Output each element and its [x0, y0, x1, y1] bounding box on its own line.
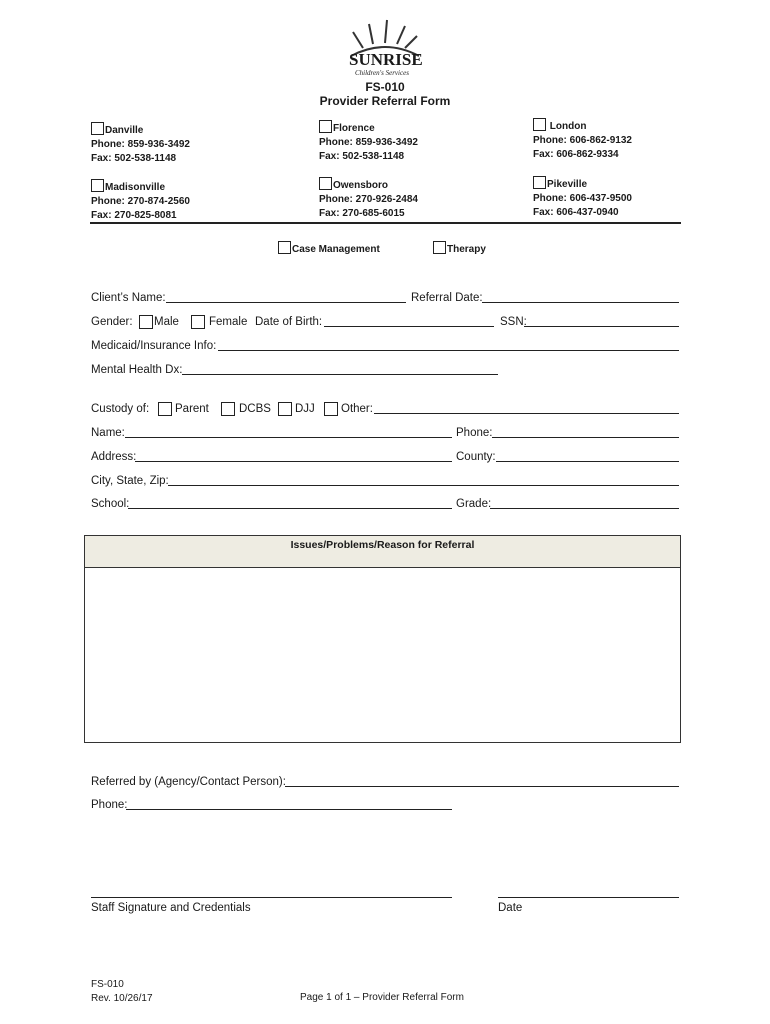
footer-page: Page 1 of 1 – Provider Referral Form: [300, 992, 464, 1003]
other-field[interactable]: [374, 413, 679, 414]
office-london: [533, 118, 632, 162]
address-field[interactable]: [135, 461, 452, 462]
referral-date-label: Referral Date:: [411, 292, 483, 304]
dob-field[interactable]: [324, 326, 494, 327]
office-madisonville-checkbox[interactable]: [91, 179, 104, 192]
djj-checkbox[interactable]: [278, 402, 292, 416]
sunrise-logo: [345, 18, 425, 80]
dcbs-label: DCBS: [239, 403, 271, 415]
parent-checkbox[interactable]: [158, 402, 172, 416]
issues-header: Issues/Problems/Reason for Referral: [85, 536, 680, 568]
mental-health-field[interactable]: [182, 374, 498, 375]
city-state-zip-field[interactable]: [168, 485, 679, 486]
djj-label: DJJ: [295, 403, 315, 415]
gender-label: Gender:: [91, 316, 133, 328]
header-divider: [90, 222, 681, 224]
city-state-zip-label: City, State, Zip:: [91, 475, 169, 487]
office-owensboro: [319, 177, 418, 221]
office-phone: Phone: 606-437-9500: [533, 193, 632, 204]
staff-signature-line[interactable]: [91, 897, 452, 898]
parent-label: Parent: [175, 403, 209, 415]
office-fax: Fax: 270-825-8081: [91, 210, 177, 221]
medicaid-label: Medicaid/Insurance Info:: [91, 340, 217, 352]
female-checkbox[interactable]: [191, 315, 205, 329]
footer-code: FS-010: [91, 979, 124, 990]
county-label: County:: [456, 451, 496, 463]
ssn-field[interactable]: [524, 326, 679, 327]
office-danville-checkbox[interactable]: [91, 122, 104, 135]
client-name-label: Client’s Name:: [91, 292, 166, 304]
male-label: Male: [154, 316, 179, 328]
dcbs-checkbox[interactable]: [221, 402, 235, 416]
office-danville: [91, 122, 190, 166]
office-fax: Fax: 502-538-1148: [319, 151, 405, 162]
office-name: Owensboro: [333, 180, 389, 191]
issues-text-area[interactable]: [85, 568, 680, 741]
office-phone: Phone: 859-936-3492: [319, 137, 418, 148]
school-label: School:: [91, 498, 130, 510]
medicaid-field[interactable]: [218, 350, 679, 351]
office-phone: Phone: 859-936-3492: [91, 139, 190, 150]
footer-rev: Rev. 10/26/17: [91, 993, 153, 1004]
office-name: Danville: [105, 125, 144, 136]
mental-health-label: Mental Health Dx:: [91, 364, 183, 376]
grade-label: Grade:: [456, 498, 492, 510]
logo-tagline: Children's Services: [355, 69, 409, 77]
office-name: Florence: [333, 123, 375, 134]
name-field[interactable]: [125, 437, 452, 438]
referred-phone-label: Phone:: [91, 799, 128, 811]
therapy-checkbox[interactable]: [433, 241, 446, 254]
case-management-checkbox[interactable]: [278, 241, 291, 254]
staff-signature-label: Staff Signature and Credentials: [91, 902, 251, 914]
office-florence-checkbox[interactable]: [319, 120, 332, 133]
office-florence: [319, 120, 418, 164]
office-name: London: [549, 121, 587, 132]
office-madisonville: [91, 179, 190, 223]
service-label: Case Management: [292, 244, 380, 255]
other-checkbox[interactable]: [324, 402, 338, 416]
office-fax: Fax: 270-685-6015: [319, 208, 405, 219]
phone-field[interactable]: [492, 437, 679, 438]
office-phone: Phone: 606-862-9132: [533, 135, 632, 146]
ssn-label: SSN:: [500, 316, 527, 328]
referral-date-field[interactable]: [482, 302, 679, 303]
date-line[interactable]: [498, 897, 679, 898]
office-pikeville: [533, 176, 632, 220]
phone-label: Phone:: [456, 427, 493, 439]
other-label: Other:: [341, 403, 373, 415]
female-label: Female: [209, 316, 248, 328]
office-owensboro-checkbox[interactable]: [319, 177, 332, 190]
school-field[interactable]: [128, 508, 452, 509]
service-label: Therapy: [447, 244, 486, 255]
form-code: FS-010: [365, 80, 405, 94]
male-checkbox[interactable]: [139, 315, 153, 329]
office-fax: Fax: 606-862-9334: [533, 149, 619, 160]
footer-meta: [91, 978, 153, 1006]
custody-label: Custody of:: [91, 403, 150, 415]
client-name-field[interactable]: [166, 302, 406, 303]
issues-box: [84, 535, 681, 743]
referred-by-field[interactable]: [285, 786, 679, 787]
office-phone: Phone: 270-874-2560: [91, 196, 190, 207]
office-pikeville-checkbox[interactable]: [533, 176, 546, 189]
office-fax: Fax: 606-437-0940: [533, 207, 619, 218]
office-name: Madisonville: [105, 182, 166, 193]
office-name: Pikeville: [547, 179, 588, 190]
office-fax: Fax: 502-538-1148: [91, 153, 177, 164]
service-therapy: [433, 241, 486, 257]
logo-brand: SUNRISE: [349, 50, 423, 69]
office-phone: Phone: 270-926-2484: [319, 194, 418, 205]
county-field[interactable]: [496, 461, 679, 462]
form-title: Provider Referral Form: [319, 94, 451, 108]
referred-phone-field[interactable]: [126, 809, 452, 810]
office-london-checkbox[interactable]: [533, 118, 546, 131]
service-case-management: [278, 241, 380, 257]
grade-field[interactable]: [490, 508, 679, 509]
referred-by-label: Referred by (Agency/Contact Person):: [91, 776, 286, 788]
dob-label: Date of Birth:: [255, 316, 323, 328]
address-label: Address:: [91, 451, 137, 463]
name-label: Name:: [91, 427, 125, 439]
date-label: Date: [498, 902, 523, 914]
